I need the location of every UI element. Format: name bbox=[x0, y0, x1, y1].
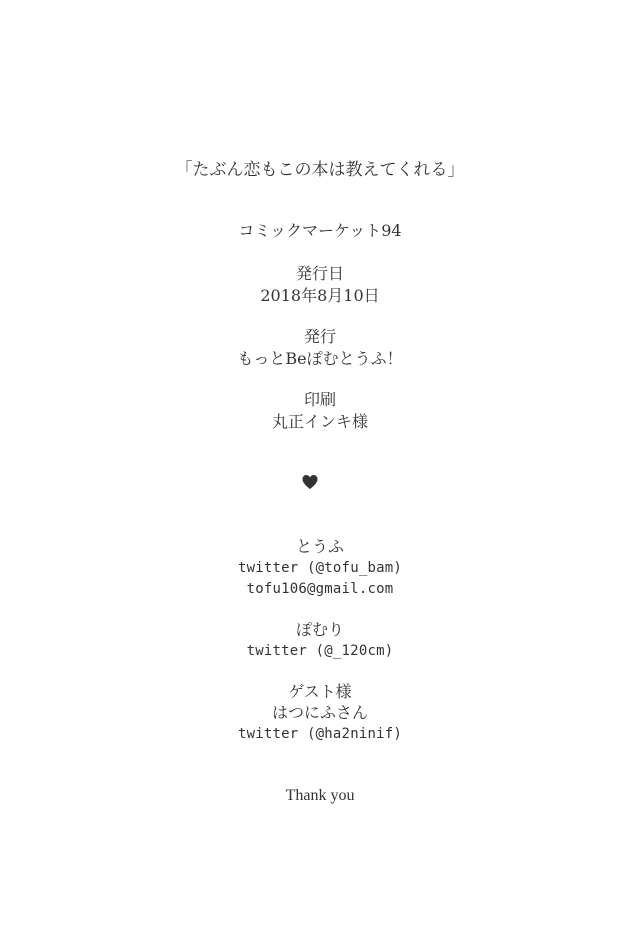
heart-icon bbox=[301, 474, 319, 490]
publication-date-label: 発行日 bbox=[295, 264, 344, 283]
printer-value: 丸正インキ様 bbox=[271, 412, 368, 431]
credit-twitter: twitter (@_120cm) bbox=[246, 643, 394, 659]
credit-email: tofu106@gmail.com bbox=[246, 581, 394, 597]
publication-date-value: 2018年8月10日 bbox=[260, 286, 380, 305]
credit-twitter: twitter (@tofu_bam) bbox=[238, 560, 402, 576]
publisher-label: 発行 bbox=[303, 327, 336, 346]
guest-label: ゲスト様 bbox=[288, 682, 352, 701]
credit-name: ぽむり bbox=[295, 620, 344, 639]
closing-message: Thank you bbox=[285, 787, 355, 804]
event-name: コミックマーケット94 bbox=[238, 221, 402, 240]
printer-label: 印刷 bbox=[303, 390, 336, 409]
guest-twitter: twitter (@ha2ninif) bbox=[238, 726, 402, 742]
credit-name: とうふ bbox=[295, 537, 344, 556]
publisher-value: もっとBeぽむとうふ！ bbox=[237, 349, 403, 368]
book-title: 「たぶん恋もこの本は教えてくれる」 bbox=[175, 160, 465, 180]
guest-name: はつにふさん bbox=[271, 703, 368, 722]
